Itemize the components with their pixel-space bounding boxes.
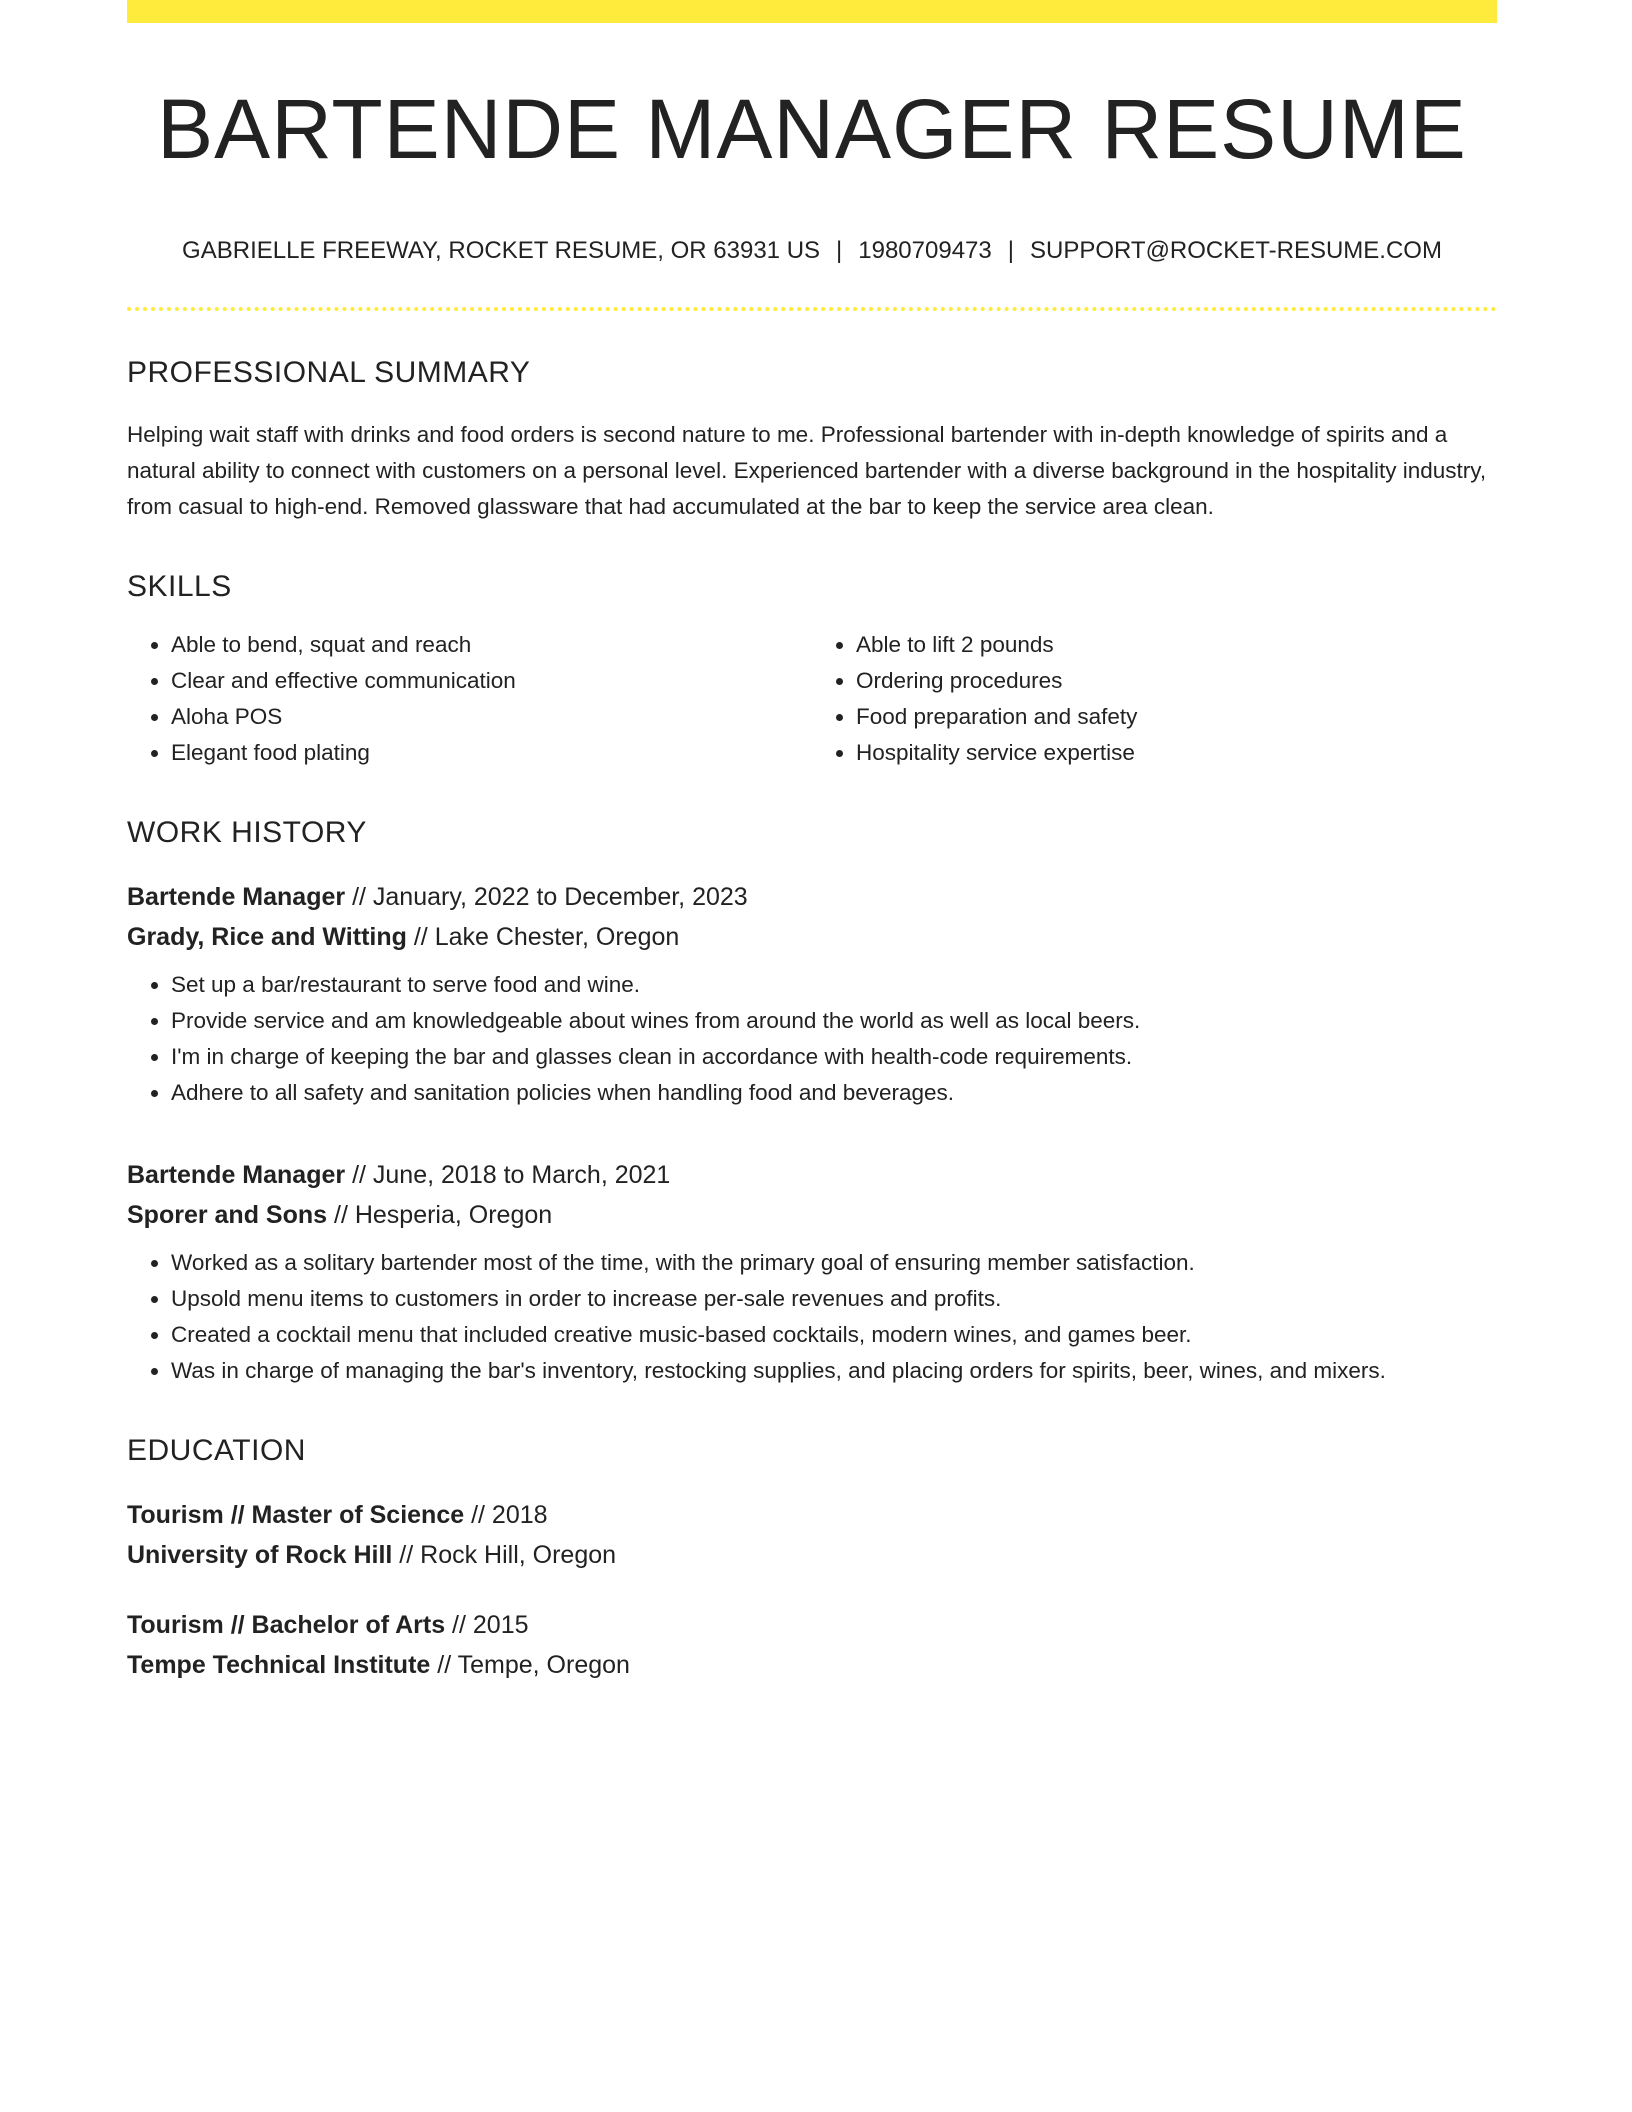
education-school: Tempe Technical Institute <box>127 1651 431 1680</box>
job-title-line <box>127 1155 1497 1195</box>
education-location: // Tempe, Oregon <box>430 1651 630 1680</box>
contact-email[interactable]: SUPPORT@ROCKET-RESUME.COM <box>1029 237 1442 265</box>
job-company: Grady, Rice and Witting <box>127 923 407 952</box>
education-degree: Tourism // Bachelor of Arts <box>127 1611 446 1640</box>
skill-item: • Clear and effective communication <box>171 663 812 699</box>
education-degree-line <box>127 1605 1497 1645</box>
skill-item: • Able to lift 2 pounds <box>856 627 1497 663</box>
job-title: Bartende Manager <box>127 1161 346 1190</box>
education-location: // Rock Hill, Oregon <box>392 1541 617 1570</box>
job-duty: • Adhere to all safety and sanitation policies when handling food and beverages. <box>171 1075 1497 1111</box>
education-degree: Tourism // Master of Science <box>127 1501 465 1530</box>
job-duty: • Upsold menu items to customers in order to increase per-sale revenues and profits. <box>171 1281 1497 1317</box>
job-duties <box>127 1245 1497 1389</box>
job-duty: • I'm in charge of keeping the bar and glasses clean in accordance with health-code requirements. <box>171 1039 1497 1075</box>
job-duty: • Worked as a solitary bartender most of the time, with the primary goal of ensuring member satisfaction. <box>171 1245 1497 1281</box>
accent-bar <box>127 0 1497 23</box>
job-company-line <box>127 1195 1497 1235</box>
skills-column-left <box>127 627 812 771</box>
dotted-divider <box>127 307 1497 311</box>
job-dates: // June, 2018 to March, 2021 <box>345 1161 671 1190</box>
job-title-line <box>127 877 1497 917</box>
education-year: // 2018 <box>464 1501 548 1530</box>
job-company: Sporer and Sons <box>127 1201 328 1230</box>
job-duty: • Provide service and am knowledgeable about wines from around the world as well as local beers. <box>171 1003 1497 1039</box>
education-school-line <box>127 1535 1497 1575</box>
skill-item: • Hospitality service expertise <box>856 735 1497 771</box>
education-school: University of Rock Hill <box>127 1541 393 1570</box>
job-company-line <box>127 917 1497 957</box>
contact-address: GABRIELLE FREEWAY, ROCKET RESUME, OR 63931 US <box>182 237 821 265</box>
job-duty: • Was in charge of managing the bar's inventory, restocking supplies, and placing orders for spirits, beer, wines, and mixers. <box>171 1353 1497 1389</box>
education-degree-line <box>127 1495 1497 1535</box>
skills-list <box>127 627 1497 771</box>
job-location: // Hesperia, Oregon <box>327 1201 553 1230</box>
work-history-heading: WORK HISTORY <box>127 816 367 850</box>
contact-line <box>127 235 1497 267</box>
skill-item: • Elegant food plating <box>171 735 812 771</box>
job-location: // Lake Chester, Oregon <box>406 923 680 952</box>
job-dates: // January, 2022 to December, 2023 <box>345 883 748 912</box>
contact-phone: 1980709473 <box>858 237 992 265</box>
education-school-line <box>127 1645 1497 1685</box>
job-entry <box>127 1155 1497 1389</box>
summary-text: Helping wait staff with drinks and food orders is second nature to me. Professional bartender with in-depth knowledge of spirits and a natural ability to connect with customers on a personal level. Experienced bartender with a diverse background in the hospitality industry, from casual to high-end. Removed glassware that had accumulated at the bar to keep the service area clean. <box>127 422 1487 520</box>
skill-item: • Aloha POS <box>171 699 812 735</box>
education-entry <box>127 1495 1497 1575</box>
skill-item: • Food preparation and safety <box>856 699 1497 735</box>
education-year: // 2015 <box>445 1611 529 1640</box>
job-duties <box>127 967 1497 1111</box>
education-heading: EDUCATION <box>127 1434 306 1468</box>
education-entry <box>127 1605 1497 1685</box>
job-duty: • Created a cocktail menu that included creative music-based cocktails, modern wines, and games beer. <box>171 1317 1497 1353</box>
job-entry <box>127 877 1497 1111</box>
resume-page <box>127 0 1497 1685</box>
job-duty: • Set up a bar/restaurant to serve food and wine. <box>171 967 1497 1003</box>
skill-item: • Ordering procedures <box>856 663 1497 699</box>
skill-item: • Able to bend, squat and reach <box>171 627 812 663</box>
skills-column-right <box>812 627 1497 771</box>
contact-separator: | <box>1007 237 1014 265</box>
contact-separator: | <box>836 237 843 265</box>
skills-heading: SKILLS <box>127 570 232 604</box>
summary-heading: PROFESSIONAL SUMMARY <box>127 356 531 390</box>
resume-title: BARTENDE MANAGER RESUME <box>157 82 1467 176</box>
job-title: Bartende Manager <box>127 883 346 912</box>
